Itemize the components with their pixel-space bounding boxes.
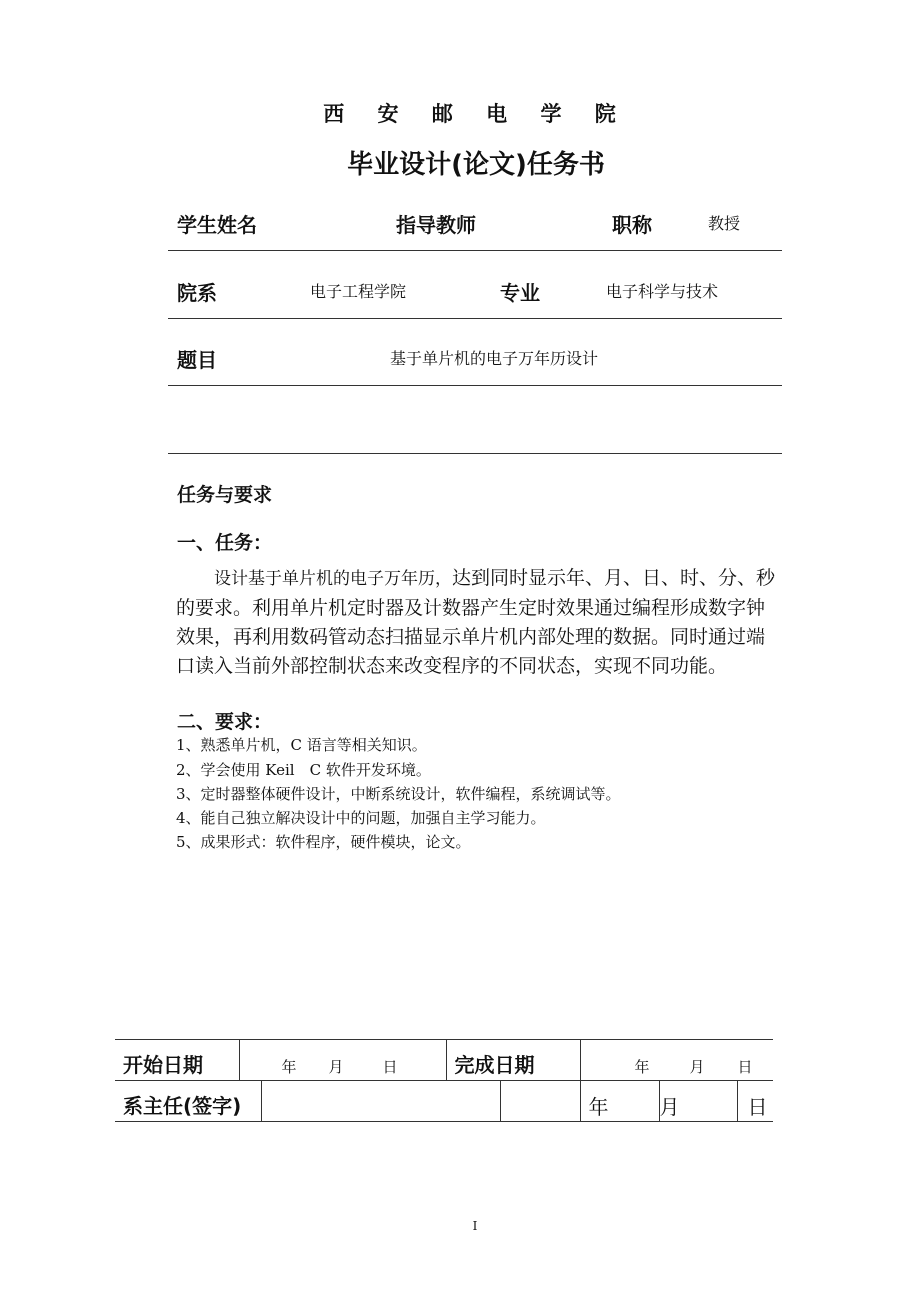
end-day: 日: [737, 1058, 753, 1076]
end-month: 月: [689, 1058, 705, 1076]
row-divider: [168, 385, 782, 386]
row-divider: [168, 453, 782, 454]
dean-year-field[interactable]: [614, 1081, 659, 1122]
start-month: 月: [328, 1058, 344, 1076]
major-value: 电子科学与技术: [606, 282, 719, 301]
row-divider: [168, 250, 782, 251]
requirement-item: 3、定时器整体硬件设计，中断系统设计，软件编程，系统调试等。: [176, 785, 621, 803]
start-date-field[interactable]: [239, 1040, 446, 1081]
start-day: 日: [382, 1058, 398, 1076]
rank-value: 教授: [708, 214, 741, 233]
document-title: 毕业设计(论文)任务书: [347, 150, 605, 180]
department-value: 电子工程学院: [310, 282, 407, 301]
student-name-label: 学生姓名: [177, 213, 257, 237]
department-label: 院系: [177, 281, 217, 305]
task-paragraph-rest: 达到同时显示年、月、日、时、分、秒的要求。利用单片机定时器及计数器产生定时效果通过编程形成数字钟效果，再利用数码管动态扫描显示单片机内部处理的数据。同时通过端口读入当前外部控制状态来改变程序的不同状态，实现不同功能。: [176, 567, 776, 677]
tasks-heading: 任务与要求: [177, 484, 273, 506]
dean-year: 年: [580, 1081, 614, 1122]
dean-month-field[interactable]: [694, 1081, 737, 1122]
dean-date-blank: [500, 1081, 580, 1122]
topic-value: 基于单片机的电子万年历设计: [390, 349, 599, 368]
advisor-label: 指导教师: [396, 213, 476, 237]
requirement-item: 1、熟悉单片机，C 语言等相关知识。: [176, 736, 427, 754]
requirement-item: 2、学会使用 Keil C 软件开发环境。: [176, 761, 431, 779]
dean-day: 日: [737, 1081, 773, 1122]
row-divider: [168, 318, 782, 319]
requirement-item: 4、能自己独立解决设计中的问题，加强自主学习能力。: [176, 809, 546, 827]
dean-month: 月: [659, 1081, 694, 1122]
task-heading: 一、任务：: [177, 532, 273, 554]
start-date-label: 开始日期: [123, 1053, 203, 1077]
dates-table: [115, 1039, 773, 1122]
major-label: 专业: [500, 281, 540, 305]
task-paragraph-first: 设计基于单片机的电子万年历，: [214, 569, 452, 589]
page-number: I: [472, 1219, 478, 1233]
task-paragraph: [176, 564, 776, 681]
topic-label: 题目: [177, 348, 217, 372]
dean-signature-label: 系主任(签字): [123, 1094, 242, 1118]
rank-label: 职称: [612, 213, 652, 237]
school-name: 西 安 邮 电 学 院: [323, 102, 629, 126]
end-date-label: 完成日期: [446, 1040, 580, 1081]
start-year: 年: [281, 1058, 297, 1076]
dean-signature-field[interactable]: [261, 1081, 500, 1122]
end-date-field[interactable]: [580, 1040, 773, 1081]
requirement-item: 5、成果形式：软件程序，硬件模块，论文。: [176, 833, 471, 851]
requirements-heading: 二、要求：: [177, 711, 273, 733]
end-year: 年: [634, 1058, 650, 1076]
